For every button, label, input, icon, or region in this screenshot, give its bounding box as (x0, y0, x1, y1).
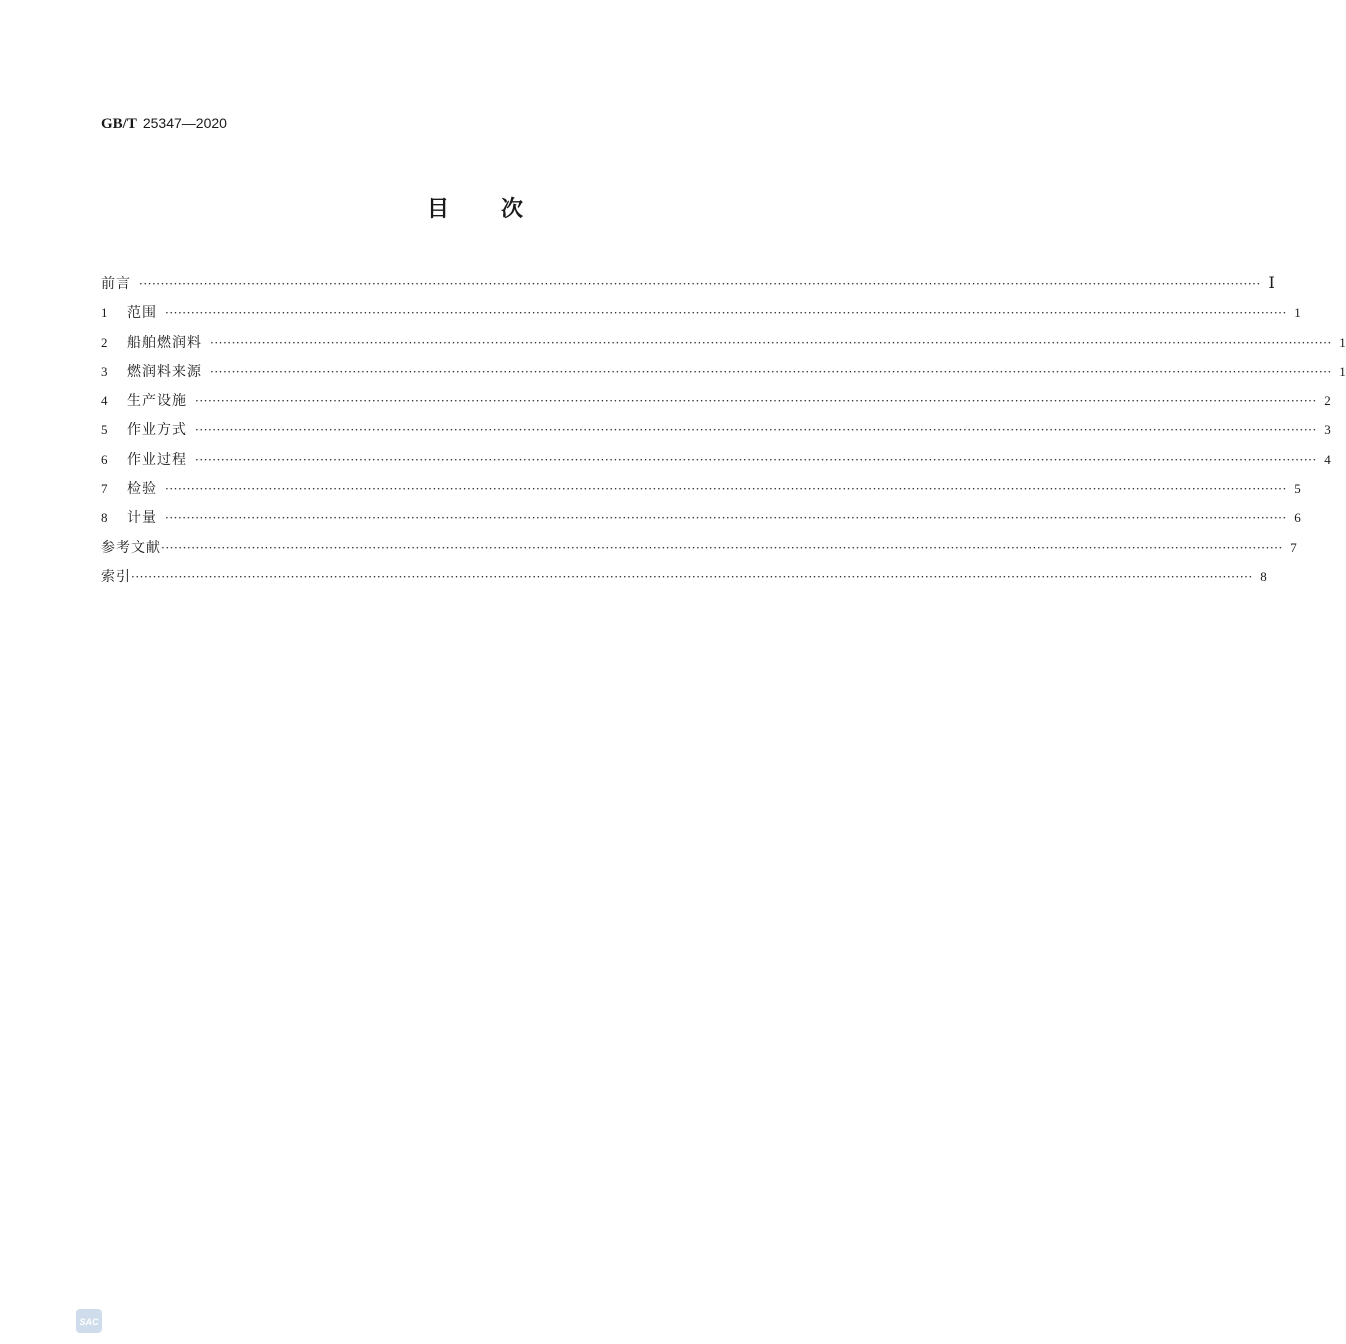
document-code-prefix: GB/T (101, 116, 137, 132)
document-code (101, 114, 227, 133)
toc-entry-number: 1 (101, 305, 108, 321)
toc-entry-5[interactable] (101, 420, 1331, 449)
toc-leader-dots: ···································································································································································································································································· (165, 482, 1287, 497)
toc-leader-dots: ···································································································································································································································································· (195, 452, 1317, 467)
toc-entry-2[interactable] (101, 333, 1346, 362)
toc-entry-1[interactable] (101, 303, 1301, 332)
toc-entry-number: 3 (101, 363, 108, 379)
toc-entry-number: 2 (101, 334, 108, 350)
toc-title (0, 196, 950, 224)
sac-logo-text: SAC (79, 1317, 99, 1327)
document-code-number: 25347—2020 (142, 115, 227, 131)
toc-entry-number: 5 (101, 422, 108, 438)
toc-entry-number: 6 (101, 451, 108, 467)
toc-entry-label: 参考文献 (101, 539, 161, 556)
toc-entry-label: 燃润料来源 (127, 363, 202, 380)
toc-entry-index[interactable] (101, 567, 1267, 596)
toc-entry-page: 1 (1339, 334, 1346, 350)
toc-entry-page: 1 (1294, 305, 1301, 321)
toc-entry-number: 7 (101, 481, 108, 497)
toc-entry-page: 6 (1294, 510, 1301, 526)
toc-entry-page: 8 (1260, 568, 1267, 584)
toc-leader-dots: ···································································································································································································································································· (210, 335, 1332, 350)
toc-entry-3[interactable] (101, 362, 1346, 391)
toc-leader-dots: ···································································································································································································································································· (210, 364, 1332, 379)
toc-entry-8[interactable] (101, 508, 1301, 537)
toc-entry-6[interactable] (101, 450, 1331, 479)
toc-entry-number: 8 (101, 510, 108, 526)
toc-entry-page: 5 (1294, 481, 1301, 497)
toc-entry-label: 作业过程 (127, 451, 187, 468)
toc-entry-foreword[interactable] (101, 274, 1275, 303)
toc-entry-label: 前言 (101, 276, 131, 292)
toc-leader-dots: ···································································································································································································································································· (161, 540, 1283, 555)
toc-leader-dots: ···································································································································································································································································· (165, 511, 1287, 526)
toc-title-char-1: 目 (426, 197, 449, 222)
toc-entry-page: 1 (1339, 363, 1346, 379)
toc-entry-page: Ⅰ (1268, 275, 1275, 292)
toc-entry-bibliography[interactable] (101, 538, 1297, 567)
toc-entry-label: 船舶燃润料 (127, 334, 202, 351)
toc-title-char-2: 次 (501, 197, 524, 222)
toc-entry-label: 作业方式 (127, 422, 187, 439)
toc-entry-page: 7 (1290, 539, 1297, 555)
toc-entry-7[interactable] (101, 479, 1301, 508)
toc-entry-label: 索引 (101, 568, 131, 585)
toc-entry-label: 生产设施 (127, 393, 187, 410)
toc-entry-number: 4 (101, 393, 108, 409)
toc-leader-dots: ···································································································································································································································································· (195, 423, 1317, 438)
table-of-contents (101, 274, 1346, 596)
toc-entry-page: 4 (1324, 451, 1331, 467)
toc-entry-4[interactable] (101, 391, 1331, 420)
toc-leader-dots: ···································································································································································································································································· (139, 277, 1261, 291)
toc-leader-dots: ···································································································································································································································································· (195, 394, 1317, 409)
toc-entry-label: 范围 (127, 305, 157, 322)
toc-entry-page: 2 (1324, 393, 1331, 409)
toc-entry-page: 3 (1324, 422, 1331, 438)
sac-watermark-logo (76, 1309, 102, 1333)
toc-leader-dots: ···································································································································································································································································· (165, 306, 1287, 321)
toc-entry-label: 计量 (127, 510, 157, 527)
toc-leader-dots: ···································································································································································································································································· (131, 569, 1253, 584)
toc-entry-label: 检验 (127, 481, 157, 498)
